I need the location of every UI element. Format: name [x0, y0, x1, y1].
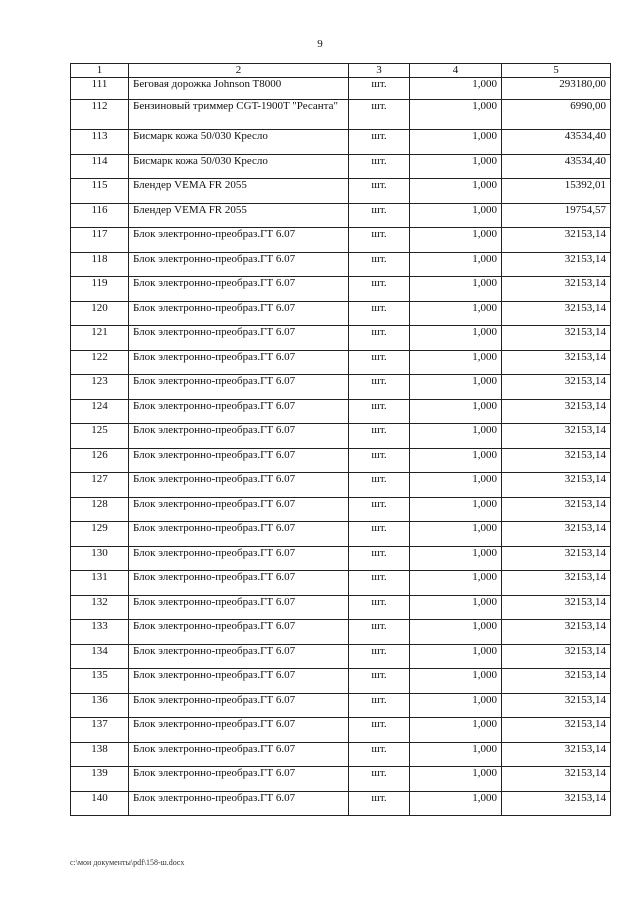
item-name-cell: Блок электронно-преобраз.ГТ 6.07 — [129, 375, 349, 400]
price-cell: 15392,01 — [502, 179, 611, 204]
item-name-cell: Блок электронно-преобраз.ГТ 6.07 — [129, 448, 349, 473]
row-number-cell: 121 — [71, 326, 129, 351]
row-number-cell: 117 — [71, 228, 129, 253]
item-name-cell: Блок электронно-преобраз.ГТ 6.07 — [129, 571, 349, 596]
quantity-cell: 1,000 — [410, 203, 502, 228]
price-cell: 32153,14 — [502, 620, 611, 645]
row-number-cell: 134 — [71, 644, 129, 669]
unit-cell: шт. — [349, 399, 410, 424]
table-row — [71, 791, 611, 816]
table-row — [71, 742, 611, 767]
quantity-cell: 1,000 — [410, 100, 502, 130]
quantity-cell: 1,000 — [410, 375, 502, 400]
table-row — [71, 154, 611, 179]
row-number-cell: 123 — [71, 375, 129, 400]
row-number-cell: 130 — [71, 546, 129, 571]
table-row — [71, 669, 611, 694]
quantity-cell: 1,000 — [410, 497, 502, 522]
item-name-cell: Блок электронно-преобраз.ГТ 6.07 — [129, 326, 349, 351]
table-row — [71, 375, 611, 400]
quantity-cell: 1,000 — [410, 350, 502, 375]
unit-cell: шт. — [349, 522, 410, 547]
table-row — [71, 130, 611, 155]
quantity-cell: 1,000 — [410, 693, 502, 718]
row-number-cell: 138 — [71, 742, 129, 767]
unit-cell: шт. — [349, 350, 410, 375]
unit-cell: шт. — [349, 375, 410, 400]
unit-cell: шт. — [349, 595, 410, 620]
quantity-cell: 1,000 — [410, 326, 502, 351]
unit-cell: шт. — [349, 693, 410, 718]
price-cell: 32153,14 — [502, 277, 611, 302]
table-row — [71, 546, 611, 571]
unit-cell: шт. — [349, 742, 410, 767]
quantity-cell: 1,000 — [410, 448, 502, 473]
quantity-cell: 1,000 — [410, 742, 502, 767]
row-number-cell: 131 — [71, 571, 129, 596]
item-name-cell: Блендер VEMA FR 2055 — [129, 203, 349, 228]
item-name-cell: Блок электронно-преобраз.ГТ 6.07 — [129, 301, 349, 326]
item-name-cell: Блок электронно-преобраз.ГТ 6.07 — [129, 791, 349, 816]
unit-cell: шт. — [349, 644, 410, 669]
unit-cell: шт. — [349, 228, 410, 253]
item-name-cell: Бисмарк кожа 50/030 Кресло — [129, 154, 349, 179]
row-number-cell: 118 — [71, 252, 129, 277]
table-row — [71, 473, 611, 498]
item-name-cell: Блок электронно-преобраз.ГТ 6.07 — [129, 742, 349, 767]
price-cell: 32153,14 — [502, 718, 611, 743]
table-row — [71, 595, 611, 620]
price-cell: 32153,14 — [502, 301, 611, 326]
table-row — [71, 228, 611, 253]
row-number-cell: 136 — [71, 693, 129, 718]
price-cell: 32153,14 — [502, 571, 611, 596]
row-number-cell: 137 — [71, 718, 129, 743]
table-row — [71, 522, 611, 547]
unit-cell: шт. — [349, 326, 410, 351]
header-col-4: 4 — [410, 64, 502, 78]
item-name-cell: Блок электронно-преобраз.ГТ 6.07 — [129, 669, 349, 694]
item-name-cell: Блок электронно-преобраз.ГТ 6.07 — [129, 546, 349, 571]
unit-cell: шт. — [349, 203, 410, 228]
item-name-cell: Блок электронно-преобраз.ГТ 6.07 — [129, 718, 349, 743]
unit-cell: шт. — [349, 791, 410, 816]
price-cell: 32153,14 — [502, 767, 611, 792]
item-name-cell: Бензиновый триммер CGT-1900T "Ресанта" — [129, 100, 349, 130]
price-cell: 32153,14 — [502, 350, 611, 375]
row-number-cell: 114 — [71, 154, 129, 179]
row-number-cell: 113 — [71, 130, 129, 155]
price-cell: 32153,14 — [502, 448, 611, 473]
row-number-cell: 120 — [71, 301, 129, 326]
header-col-1: 1 — [71, 64, 129, 78]
table-row — [71, 78, 611, 100]
row-number-cell: 139 — [71, 767, 129, 792]
unit-cell: шт. — [349, 301, 410, 326]
quantity-cell: 1,000 — [410, 399, 502, 424]
quantity-cell: 1,000 — [410, 154, 502, 179]
quantity-cell: 1,000 — [410, 546, 502, 571]
unit-cell: шт. — [349, 620, 410, 645]
row-number-cell: 115 — [71, 179, 129, 204]
quantity-cell: 1,000 — [410, 424, 502, 449]
row-number-cell: 111 — [71, 78, 129, 100]
row-number-cell: 135 — [71, 669, 129, 694]
item-name-cell: Блок электронно-преобраз.ГТ 6.07 — [129, 399, 349, 424]
quantity-cell: 1,000 — [410, 179, 502, 204]
table-row — [71, 767, 611, 792]
row-number-cell: 125 — [71, 424, 129, 449]
quantity-cell: 1,000 — [410, 228, 502, 253]
price-cell: 43534,40 — [502, 130, 611, 155]
item-name-cell: Блок электронно-преобраз.ГТ 6.07 — [129, 644, 349, 669]
unit-cell: шт. — [349, 179, 410, 204]
quantity-cell: 1,000 — [410, 252, 502, 277]
row-number-cell: 127 — [71, 473, 129, 498]
item-name-cell: Блок электронно-преобраз.ГТ 6.07 — [129, 767, 349, 792]
quantity-cell: 1,000 — [410, 620, 502, 645]
quantity-cell: 1,000 — [410, 522, 502, 547]
price-cell: 32153,14 — [502, 424, 611, 449]
header-col-5: 5 — [502, 64, 611, 78]
inventory-table — [70, 63, 611, 816]
item-name-cell: Блок электронно-преобраз.ГТ 6.07 — [129, 424, 349, 449]
row-number-cell: 126 — [71, 448, 129, 473]
price-cell: 32153,14 — [502, 497, 611, 522]
table-row — [71, 100, 611, 130]
unit-cell: шт. — [349, 546, 410, 571]
quantity-cell: 1,000 — [410, 767, 502, 792]
item-name-cell: Блок электронно-преобраз.ГТ 6.07 — [129, 350, 349, 375]
item-name-cell: Блок электронно-преобраз.ГТ 6.07 — [129, 277, 349, 302]
item-name-cell: Блендер VEMA FR 2055 — [129, 179, 349, 204]
unit-cell: шт. — [349, 448, 410, 473]
table-row — [71, 252, 611, 277]
price-cell: 32153,14 — [502, 252, 611, 277]
row-number-cell: 116 — [71, 203, 129, 228]
item-name-cell: Блок электронно-преобраз.ГТ 6.07 — [129, 473, 349, 498]
unit-cell: шт. — [349, 154, 410, 179]
page-number: 9 — [317, 38, 323, 50]
row-number-cell: 112 — [71, 100, 129, 130]
unit-cell: шт. — [349, 252, 410, 277]
table-row — [71, 718, 611, 743]
table-row — [71, 497, 611, 522]
price-cell: 32153,14 — [502, 375, 611, 400]
item-name-cell: Блок электронно-преобраз.ГТ 6.07 — [129, 595, 349, 620]
unit-cell: шт. — [349, 130, 410, 155]
table-row — [71, 571, 611, 596]
price-cell: 32153,14 — [502, 595, 611, 620]
unit-cell: шт. — [349, 767, 410, 792]
price-cell: 32153,14 — [502, 326, 611, 351]
quantity-cell: 1,000 — [410, 791, 502, 816]
item-name-cell: Блок электронно-преобраз.ГТ 6.07 — [129, 693, 349, 718]
table-row — [71, 693, 611, 718]
quantity-cell: 1,000 — [410, 277, 502, 302]
row-number-cell: 122 — [71, 350, 129, 375]
header-col-2: 2 — [129, 64, 349, 78]
table-row — [71, 620, 611, 645]
quantity-cell: 1,000 — [410, 130, 502, 155]
row-number-cell: 129 — [71, 522, 129, 547]
item-name-cell: Блок электронно-преобраз.ГТ 6.07 — [129, 620, 349, 645]
row-number-cell: 119 — [71, 277, 129, 302]
row-number-cell: 133 — [71, 620, 129, 645]
table-row — [71, 277, 611, 302]
row-number-cell: 124 — [71, 399, 129, 424]
price-cell: 32153,14 — [502, 669, 611, 694]
price-cell: 32153,14 — [502, 742, 611, 767]
quantity-cell: 1,000 — [410, 718, 502, 743]
price-cell: 32153,14 — [502, 791, 611, 816]
quantity-cell: 1,000 — [410, 669, 502, 694]
quantity-cell: 1,000 — [410, 301, 502, 326]
price-cell: 32153,14 — [502, 228, 611, 253]
footer-file-path: c:\мои документы\pdf\158-ш.docx — [70, 858, 185, 867]
quantity-cell: 1,000 — [410, 78, 502, 100]
unit-cell: шт. — [349, 497, 410, 522]
table-row — [71, 301, 611, 326]
table-row — [71, 179, 611, 204]
price-cell: 19754,57 — [502, 203, 611, 228]
table-row — [71, 399, 611, 424]
table-row — [71, 424, 611, 449]
price-cell: 293180,00 — [502, 78, 611, 100]
price-cell: 6990,00 — [502, 100, 611, 130]
header-col-3: 3 — [349, 64, 410, 78]
unit-cell: шт. — [349, 473, 410, 498]
price-cell: 32153,14 — [502, 473, 611, 498]
table-row — [71, 203, 611, 228]
row-number-cell: 128 — [71, 497, 129, 522]
quantity-cell: 1,000 — [410, 473, 502, 498]
table-header-row — [71, 64, 611, 78]
unit-cell: шт. — [349, 277, 410, 302]
unit-cell: шт. — [349, 718, 410, 743]
item-name-cell: Блок электронно-преобраз.ГТ 6.07 — [129, 228, 349, 253]
row-number-cell: 132 — [71, 595, 129, 620]
price-cell: 32153,14 — [502, 399, 611, 424]
quantity-cell: 1,000 — [410, 644, 502, 669]
item-name-cell: Беговая дорожка Johnson T8000 — [129, 78, 349, 100]
table-row — [71, 644, 611, 669]
unit-cell: шт. — [349, 669, 410, 694]
unit-cell: шт. — [349, 100, 410, 130]
unit-cell: шт. — [349, 424, 410, 449]
price-cell: 43534,40 — [502, 154, 611, 179]
table-row — [71, 326, 611, 351]
unit-cell: шт. — [349, 78, 410, 100]
item-name-cell: Бисмарк кожа 50/030 Кресло — [129, 130, 349, 155]
unit-cell: шт. — [349, 571, 410, 596]
price-cell: 32153,14 — [502, 644, 611, 669]
item-name-cell: Блок электронно-преобраз.ГТ 6.07 — [129, 497, 349, 522]
item-name-cell: Блок электронно-преобраз.ГТ 6.07 — [129, 522, 349, 547]
table-row — [71, 448, 611, 473]
row-number-cell: 140 — [71, 791, 129, 816]
quantity-cell: 1,000 — [410, 571, 502, 596]
quantity-cell: 1,000 — [410, 595, 502, 620]
price-cell: 32153,14 — [502, 522, 611, 547]
item-name-cell: Блок электронно-преобраз.ГТ 6.07 — [129, 252, 349, 277]
price-cell: 32153,14 — [502, 546, 611, 571]
price-cell: 32153,14 — [502, 693, 611, 718]
table-row — [71, 350, 611, 375]
